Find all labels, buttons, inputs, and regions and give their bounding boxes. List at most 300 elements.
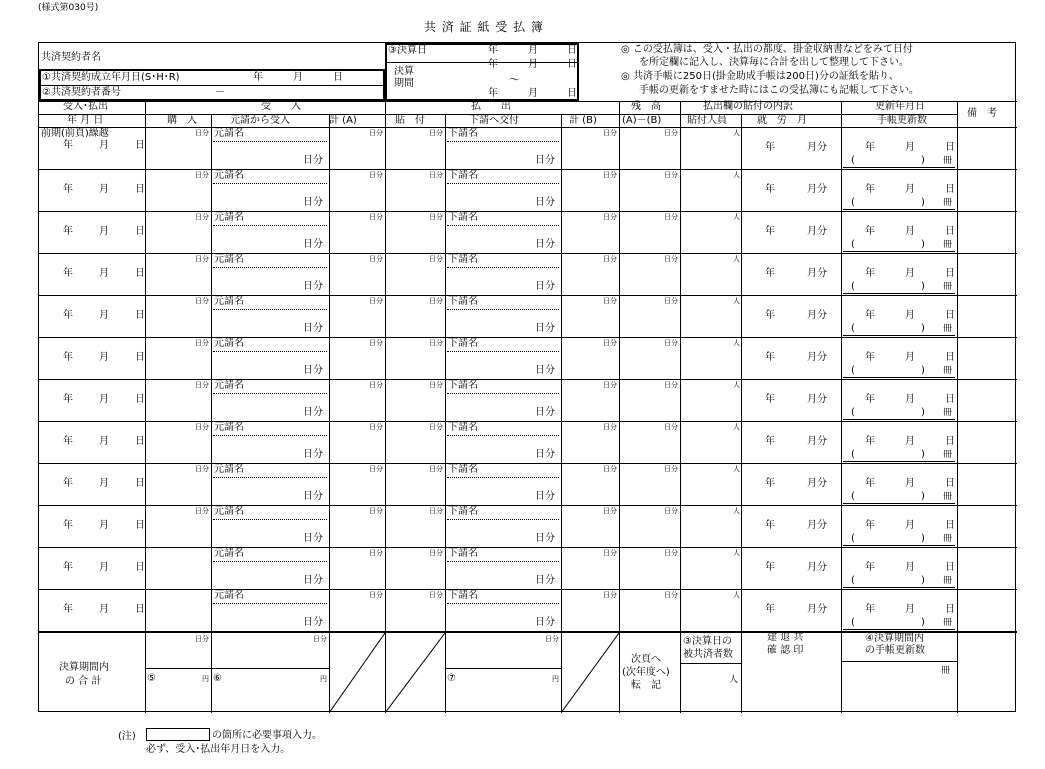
renewal-year[interactable]: 年 bbox=[865, 268, 875, 279]
work-year[interactable]: 年 bbox=[765, 478, 775, 489]
renewal-day[interactable]: 日 bbox=[945, 562, 955, 573]
period-total-label: 決算期間内 bbox=[59, 662, 109, 673]
paren-close: ) bbox=[921, 197, 925, 208]
paren-close: ) bbox=[921, 365, 925, 376]
sub-name-label[interactable]: 下請名 bbox=[448, 170, 478, 181]
carry-over-label: 前期(前頁)繰越 bbox=[41, 128, 109, 139]
col-total-a: 計 (A) bbox=[329, 115, 357, 126]
affix-people-unit[interactable]: 人 bbox=[733, 423, 740, 431]
row-day[interactable]: 日 bbox=[135, 604, 145, 615]
to-sub-unit[interactable]: 日分 bbox=[535, 239, 555, 250]
col-payout: 払 出 bbox=[471, 101, 511, 112]
purchase-unit[interactable]: 日分 bbox=[195, 171, 209, 179]
renewal-month[interactable]: 月 bbox=[905, 520, 915, 531]
total-b-unit: 日分 bbox=[603, 339, 617, 347]
from-prime-unit[interactable]: 日分 bbox=[303, 281, 323, 292]
renewal-year[interactable]: 年 bbox=[865, 562, 875, 573]
next-year-label: (次年度へ) bbox=[622, 667, 670, 678]
from-prime-unit[interactable]: 日分 bbox=[303, 491, 323, 502]
purchase-unit[interactable]: 日分 bbox=[195, 381, 209, 389]
work-month[interactable]: 月分 bbox=[807, 142, 827, 153]
balance-unit: 日分 bbox=[664, 297, 678, 305]
paren-close: ) bbox=[921, 617, 925, 628]
from-prime-unit[interactable]: 日分 bbox=[303, 533, 323, 544]
affix-people-unit[interactable]: 人 bbox=[733, 339, 740, 347]
affix-people-unit[interactable]: 人 bbox=[733, 507, 740, 515]
period-start-month[interactable]: 月 bbox=[528, 59, 538, 70]
col-work-month: 就 労 月 bbox=[757, 115, 807, 126]
row-month[interactable]: 月 bbox=[99, 268, 109, 279]
renewal-day[interactable]: 日 bbox=[945, 352, 955, 363]
row-month[interactable]: 月 bbox=[99, 478, 109, 489]
mark-6: ⑥ bbox=[213, 673, 222, 684]
paren-close: ) bbox=[921, 449, 925, 460]
row-year[interactable]: 年 bbox=[63, 520, 73, 531]
work-year[interactable]: 年 bbox=[765, 184, 775, 195]
prime-name-label[interactable]: 元請名 bbox=[214, 422, 244, 433]
sub-name-label[interactable]: 下請名 bbox=[448, 380, 478, 391]
work-month[interactable]: 月分 bbox=[807, 394, 827, 405]
total-a-unit: 日分 bbox=[369, 381, 383, 389]
established-day[interactable]: 日 bbox=[333, 72, 343, 83]
total-a-unit: 日分 bbox=[369, 591, 383, 599]
paren-close: ) bbox=[921, 533, 925, 544]
balance-unit: 日分 bbox=[664, 129, 678, 137]
work-month[interactable]: 月分 bbox=[807, 520, 827, 531]
form-number: (様式第030号) bbox=[38, 3, 99, 13]
work-month[interactable]: 月分 bbox=[807, 184, 827, 195]
renewal-day[interactable]: 日 bbox=[945, 142, 955, 153]
paren-open: ( bbox=[851, 365, 855, 376]
settlement-month[interactable]: 月 bbox=[528, 45, 538, 56]
renewal-day[interactable]: 日 bbox=[945, 184, 955, 195]
row-month[interactable]: 月 bbox=[99, 562, 109, 573]
from-prime-unit[interactable]: 日分 bbox=[303, 617, 323, 628]
renewal-total-label: ④決算期間内 bbox=[865, 633, 924, 644]
col-balance-formula: (A)－(B) bbox=[622, 115, 662, 126]
affix-unit[interactable]: 日分 bbox=[429, 171, 443, 179]
renewal-book-unit[interactable]: 冊 bbox=[943, 534, 953, 544]
period-end-year[interactable]: 年 bbox=[488, 88, 498, 99]
to-sub-unit[interactable]: 日分 bbox=[535, 575, 555, 586]
renewal-book-unit[interactable]: 冊 bbox=[943, 282, 953, 292]
affix-unit[interactable]: 日分 bbox=[429, 549, 443, 557]
row-month[interactable]: 月 bbox=[99, 352, 109, 363]
purchase-unit[interactable]: 日分 bbox=[195, 297, 209, 305]
purchase-unit[interactable]: 日分 bbox=[195, 423, 209, 431]
paren-open: ( bbox=[851, 155, 855, 166]
period-start-day[interactable]: 日 bbox=[567, 59, 577, 70]
balance-unit: 日分 bbox=[664, 171, 678, 179]
total-a-unit: 日分 bbox=[369, 297, 383, 305]
col-date: 年 月 日 bbox=[67, 115, 104, 126]
renewal-book-unit[interactable]: 冊 bbox=[943, 618, 953, 628]
renewal-month[interactable]: 月 bbox=[905, 184, 915, 195]
period-start-year[interactable]: 年 bbox=[488, 59, 498, 70]
affix-unit[interactable]: 日分 bbox=[429, 255, 443, 263]
row-year[interactable]: 年 bbox=[63, 184, 73, 195]
settlement-period-label: 決算 bbox=[394, 66, 414, 77]
affix-people-unit[interactable]: 人 bbox=[733, 591, 740, 599]
total-b-unit: 日分 bbox=[603, 171, 617, 179]
note-line-2: を所定欄に記入し、決算毎に合計を出して整理して下さい。 bbox=[639, 57, 909, 68]
page-title: 共 済 証 紙 受 払 簿 bbox=[424, 20, 544, 34]
prime-name-label[interactable]: 元請名 bbox=[214, 548, 244, 559]
renewal-book-unit[interactable]: 冊 bbox=[943, 324, 953, 334]
row-year[interactable]: 年 bbox=[63, 562, 73, 573]
to-sub-unit[interactable]: 日分 bbox=[535, 365, 555, 376]
affix-unit[interactable]: 日分 bbox=[429, 297, 443, 305]
row-day[interactable]: 日 bbox=[135, 478, 145, 489]
renewal-book-unit[interactable]: 冊 bbox=[943, 450, 953, 460]
insured-count-label: ③決算日の bbox=[683, 636, 732, 647]
renewal-book-unit[interactable]: 冊 bbox=[943, 156, 953, 166]
affix-people-unit[interactable]: 人 bbox=[733, 129, 740, 137]
row-year[interactable]: 年 bbox=[63, 310, 73, 321]
insured-count-unit[interactable]: 人 bbox=[729, 675, 739, 685]
paren-close: ) bbox=[921, 407, 925, 418]
work-year[interactable]: 年 bbox=[765, 352, 775, 363]
settlement-year[interactable]: 年 bbox=[488, 45, 498, 56]
row-year[interactable]: 年 bbox=[63, 226, 73, 237]
work-year[interactable]: 年 bbox=[765, 142, 775, 153]
mark-5: ⑤ bbox=[147, 673, 156, 684]
renewal-book-unit[interactable]: 冊 bbox=[943, 576, 953, 586]
row-month[interactable]: 月 bbox=[99, 436, 109, 447]
row-day[interactable]: 日 bbox=[135, 184, 145, 195]
paren-open: ( bbox=[851, 323, 855, 334]
sub-name-label[interactable]: 下請名 bbox=[448, 212, 478, 223]
total-b-unit: 日分 bbox=[603, 549, 617, 557]
row-day[interactable]: 日 bbox=[135, 226, 145, 237]
affix-people-unit[interactable]: 人 bbox=[733, 255, 740, 263]
work-year[interactable]: 年 bbox=[765, 310, 775, 321]
purchase-unit[interactable]: 日分 bbox=[195, 339, 209, 347]
col-purchase: 購 入 bbox=[167, 115, 197, 126]
purchase-unit[interactable]: 日分 bbox=[195, 507, 209, 515]
to-sub-unit[interactable]: 日分 bbox=[535, 281, 555, 292]
row-year[interactable]: 年 bbox=[63, 604, 73, 615]
total-b-unit: 日分 bbox=[603, 255, 617, 263]
work-year[interactable]: 年 bbox=[765, 226, 775, 237]
row-month[interactable]: 月 bbox=[99, 520, 109, 531]
work-month[interactable]: 月分 bbox=[807, 436, 827, 447]
row-year[interactable]: 年 bbox=[63, 268, 73, 279]
row-year[interactable]: 年 bbox=[63, 478, 73, 489]
renewal-day[interactable]: 日 bbox=[945, 226, 955, 237]
affix-unit[interactable]: 日分 bbox=[429, 339, 443, 347]
paren-close: ) bbox=[921, 323, 925, 334]
total-a-unit: 日分 bbox=[369, 171, 383, 179]
paren-open: ( bbox=[851, 281, 855, 292]
note-label: (注) bbox=[118, 731, 136, 742]
renewal-year[interactable]: 年 bbox=[865, 478, 875, 489]
yen-6[interactable]: 円 bbox=[320, 675, 327, 683]
next-page-label: 次頁へ bbox=[631, 654, 661, 665]
diag-total-b bbox=[561, 633, 619, 713]
yen-5[interactable]: 円 bbox=[202, 675, 209, 683]
renewal-month[interactable]: 月 bbox=[905, 436, 915, 447]
note-line-3: ◎ 共済手帳に250日(掛金助成手帳は200日)分の証紙を貼り、 bbox=[621, 71, 899, 82]
renewal-day[interactable]: 日 bbox=[945, 394, 955, 405]
work-year[interactable]: 年 bbox=[765, 604, 775, 615]
established-month[interactable]: 月 bbox=[293, 72, 303, 83]
renewal-book-unit[interactable]: 冊 bbox=[943, 492, 953, 502]
paren-open: ( bbox=[851, 407, 855, 418]
affix-people-unit[interactable]: 人 bbox=[733, 381, 740, 389]
affix-unit[interactable]: 日分 bbox=[429, 507, 443, 515]
work-year[interactable]: 年 bbox=[765, 562, 775, 573]
purchase-unit[interactable]: 日分 bbox=[195, 129, 209, 137]
col-receipt: 受 入 bbox=[261, 101, 301, 112]
renewal-year[interactable]: 年 bbox=[865, 310, 875, 321]
prime-name-label[interactable]: 元請名 bbox=[214, 506, 244, 517]
sub-name-label[interactable]: 下請名 bbox=[448, 548, 478, 559]
renewal-book-unit[interactable]: 冊 bbox=[943, 198, 953, 208]
affix-people-unit[interactable]: 人 bbox=[733, 297, 740, 305]
work-month[interactable]: 月分 bbox=[807, 226, 827, 237]
from-prime-unit[interactable]: 日分 bbox=[303, 407, 323, 418]
total-b-unit: 日分 bbox=[603, 591, 617, 599]
prime-name-label[interactable]: 元請名 bbox=[214, 590, 244, 601]
work-month[interactable]: 月分 bbox=[807, 268, 827, 279]
balance-unit: 日分 bbox=[664, 507, 678, 515]
renewal-year[interactable]: 年 bbox=[865, 604, 875, 615]
paren-open: ( bbox=[851, 575, 855, 586]
renewal-day[interactable]: 日 bbox=[945, 604, 955, 615]
row-month[interactable]: 月 bbox=[99, 140, 109, 151]
ledger-form bbox=[38, 42, 1016, 712]
row-day[interactable]: 日 bbox=[135, 394, 145, 405]
renewal-month[interactable]: 月 bbox=[905, 268, 915, 279]
work-month[interactable]: 月分 bbox=[807, 562, 827, 573]
confirm-label-2: 確 認 印 bbox=[767, 645, 804, 656]
total-a-unit: 日分 bbox=[369, 255, 383, 263]
settlement-date-label: ③決算日 bbox=[388, 45, 427, 56]
prime-name-label[interactable]: 元請名 bbox=[214, 212, 244, 223]
total-a-unit: 日分 bbox=[369, 549, 383, 557]
affix-unit[interactable]: 日分 bbox=[429, 381, 443, 389]
total-a-unit: 日分 bbox=[369, 339, 383, 347]
affix-unit[interactable]: 日分 bbox=[429, 129, 443, 137]
purchase-unit[interactable]: 日分 bbox=[195, 465, 209, 473]
prime-name-label[interactable]: 元請名 bbox=[214, 128, 244, 139]
affix-people-unit[interactable]: 人 bbox=[733, 549, 740, 557]
renewal-year[interactable]: 年 bbox=[865, 394, 875, 405]
row-day[interactable]: 日 bbox=[135, 436, 145, 447]
prime-name-label[interactable]: 元請名 bbox=[214, 296, 244, 307]
col-to-sub: 下請へ交付 bbox=[469, 115, 519, 126]
sub-name-label[interactable]: 下請名 bbox=[448, 128, 478, 139]
from-prime-unit[interactable]: 日分 bbox=[303, 239, 323, 250]
row-day[interactable]: 日 bbox=[135, 520, 145, 531]
renewal-year[interactable]: 年 bbox=[865, 142, 875, 153]
balance-unit: 日分 bbox=[664, 591, 678, 599]
total-b-unit: 日分 bbox=[603, 423, 617, 431]
renewal-book-unit[interactable]: 冊 bbox=[943, 366, 953, 376]
col-renewal-date: 更新年月日 bbox=[875, 101, 925, 112]
renewal-book-unit[interactable]: 冊 bbox=[943, 408, 953, 418]
renewal-month[interactable]: 月 bbox=[905, 352, 915, 363]
renewal-day[interactable]: 日 bbox=[945, 520, 955, 531]
from-prime-unit[interactable]: 日分 bbox=[303, 575, 323, 586]
paren-open: ( bbox=[851, 239, 855, 250]
renewal-month[interactable]: 月 bbox=[905, 562, 915, 573]
work-month[interactable]: 月分 bbox=[807, 478, 827, 489]
row-day[interactable]: 日 bbox=[135, 310, 145, 321]
work-year[interactable]: 年 bbox=[765, 436, 775, 447]
work-month[interactable]: 月分 bbox=[807, 604, 827, 615]
row-month[interactable]: 月 bbox=[99, 394, 109, 405]
to-sub-unit[interactable]: 日分 bbox=[535, 533, 555, 544]
renewal-day[interactable]: 日 bbox=[945, 478, 955, 489]
row-day[interactable]: 日 bbox=[135, 268, 145, 279]
row-year[interactable]: 年 bbox=[63, 352, 73, 363]
affix-people-unit[interactable]: 人 bbox=[733, 213, 740, 221]
work-month[interactable]: 月分 bbox=[807, 310, 827, 321]
renewal-month[interactable]: 月 bbox=[905, 226, 915, 237]
work-year[interactable]: 年 bbox=[765, 268, 775, 279]
balance-unit: 日分 bbox=[664, 255, 678, 263]
settlement-day[interactable]: 日 bbox=[567, 45, 577, 56]
sub-name-label[interactable]: 下請名 bbox=[448, 506, 478, 517]
col-receipt-payout: 受入･払出 bbox=[63, 101, 108, 112]
from-prime-unit[interactable]: 日分 bbox=[303, 365, 323, 376]
balance-unit: 日分 bbox=[664, 213, 678, 221]
to-sub-unit[interactable]: 日分 bbox=[535, 407, 555, 418]
renewal-year[interactable]: 年 bbox=[865, 226, 875, 237]
total-b-unit: 日分 bbox=[603, 381, 617, 389]
prime-name-label[interactable]: 元請名 bbox=[214, 380, 244, 391]
renewal-total-unit[interactable]: 冊 bbox=[941, 666, 951, 676]
note-line-4: 手帳の更新をすませた時にはこの受払簿にも記帳して下さい。 bbox=[639, 85, 919, 96]
to-sub-unit[interactable]: 日分 bbox=[535, 449, 555, 460]
mark-7: ⑦ bbox=[447, 673, 456, 684]
affix-unit[interactable]: 日分 bbox=[429, 423, 443, 431]
prime-name-label[interactable]: 元請名 bbox=[214, 170, 244, 181]
renewal-day[interactable]: 日 bbox=[945, 310, 955, 321]
from-prime-unit[interactable]: 日分 bbox=[303, 197, 323, 208]
col-renewal-count: 手帳更新数 bbox=[877, 115, 927, 126]
work-year[interactable]: 年 bbox=[765, 520, 775, 531]
prime-name-label[interactable]: 元請名 bbox=[214, 254, 244, 265]
renewal-month[interactable]: 月 bbox=[905, 604, 915, 615]
paren-open: ( bbox=[851, 617, 855, 628]
total-a-unit: 日分 bbox=[369, 129, 383, 137]
from-prime-unit[interactable]: 日分 bbox=[303, 449, 323, 460]
total-prime-unit: 日分 bbox=[313, 635, 327, 643]
confirm-label: 建 退 共 bbox=[767, 632, 804, 643]
sub-name-label[interactable]: 下請名 bbox=[448, 422, 478, 433]
renewal-month[interactable]: 月 bbox=[905, 394, 915, 405]
renewal-day[interactable]: 日 bbox=[945, 436, 955, 447]
sub-name-label[interactable]: 下請名 bbox=[448, 590, 478, 601]
renewal-year[interactable]: 年 bbox=[865, 520, 875, 531]
contractor-number-field[interactable]: － bbox=[215, 87, 225, 98]
renewal-year[interactable]: 年 bbox=[865, 184, 875, 195]
row-year[interactable]: 年 bbox=[63, 394, 73, 405]
established-year[interactable]: 年 bbox=[253, 72, 263, 83]
sub-name-label[interactable]: 下請名 bbox=[448, 464, 478, 475]
renewal-year[interactable]: 年 bbox=[865, 436, 875, 447]
total-b-unit: 日分 bbox=[603, 297, 617, 305]
col-balance: 残 高 bbox=[631, 101, 661, 112]
row-month[interactable]: 月 bbox=[99, 310, 109, 321]
purchase-unit[interactable]: 日分 bbox=[195, 213, 209, 221]
to-sub-unit[interactable]: 日分 bbox=[535, 491, 555, 502]
insured-count-label-2: 被共済者数 bbox=[683, 649, 733, 660]
from-prime-unit[interactable]: 日分 bbox=[303, 323, 323, 334]
row-day[interactable]: 日 bbox=[135, 140, 145, 151]
renewal-month[interactable]: 月 bbox=[905, 142, 915, 153]
affix-people-unit[interactable]: 人 bbox=[733, 171, 740, 179]
affix-unit[interactable]: 日分 bbox=[429, 465, 443, 473]
col-total-b: 計 (B) bbox=[569, 115, 597, 126]
contractor-number-label: ②共済契約者番号 bbox=[42, 87, 121, 98]
work-year[interactable]: 年 bbox=[765, 394, 775, 405]
prime-name-label[interactable]: 元請名 bbox=[214, 464, 244, 475]
to-sub-unit[interactable]: 日分 bbox=[535, 323, 555, 334]
row-day[interactable]: 日 bbox=[135, 562, 145, 573]
paren-open: ( bbox=[851, 491, 855, 502]
paren-close: ) bbox=[921, 239, 925, 250]
to-sub-unit[interactable]: 日分 bbox=[535, 155, 555, 166]
to-sub-unit[interactable]: 日分 bbox=[535, 617, 555, 628]
row-day[interactable]: 日 bbox=[135, 352, 145, 363]
renewal-day[interactable]: 日 bbox=[945, 268, 955, 279]
affix-unit[interactable]: 日分 bbox=[429, 213, 443, 221]
row-month[interactable]: 月 bbox=[99, 226, 109, 237]
total-a-unit: 日分 bbox=[369, 465, 383, 473]
purchase-unit[interactable]: 日分 bbox=[195, 255, 209, 263]
work-month[interactable]: 月分 bbox=[807, 352, 827, 363]
prime-name-label[interactable]: 元請名 bbox=[214, 338, 244, 349]
period-end-day[interactable]: 日 bbox=[567, 88, 577, 99]
balance-unit: 日分 bbox=[664, 423, 678, 431]
row-month[interactable]: 月 bbox=[99, 604, 109, 615]
balance-unit: 日分 bbox=[664, 465, 678, 473]
sub-name-label[interactable]: 下請名 bbox=[448, 254, 478, 265]
period-end-month[interactable]: 月 bbox=[528, 88, 538, 99]
note-text-1: の箇所に必要事項入力。 bbox=[212, 730, 322, 741]
row-year[interactable]: 年 bbox=[63, 436, 73, 447]
renewal-month[interactable]: 月 bbox=[905, 310, 915, 321]
paren-close: ) bbox=[921, 155, 925, 166]
paren-open: ( bbox=[851, 197, 855, 208]
sub-name-label[interactable]: 下請名 bbox=[448, 296, 478, 307]
to-sub-unit[interactable]: 日分 bbox=[535, 197, 555, 208]
row-month[interactable]: 月 bbox=[99, 184, 109, 195]
from-prime-unit[interactable]: 日分 bbox=[303, 155, 323, 166]
renewal-total-label-2: の手帳更新数 bbox=[865, 645, 925, 656]
balance-unit: 日分 bbox=[664, 549, 678, 557]
renewal-month[interactable]: 月 bbox=[905, 478, 915, 489]
row-year[interactable]: 年 bbox=[63, 140, 73, 151]
total-b-unit: 日分 bbox=[603, 213, 617, 221]
renewal-book-unit[interactable]: 冊 bbox=[943, 240, 953, 250]
period-tilde: ～ bbox=[509, 73, 520, 86]
contractor-name-label: 共済契約者名 bbox=[41, 52, 101, 63]
col-from-prime: 元請から受入 bbox=[230, 115, 290, 126]
col-affix: 貼 付 bbox=[395, 115, 425, 126]
yen-7[interactable]: 円 bbox=[552, 675, 559, 683]
paren-close: ) bbox=[921, 491, 925, 502]
col-remarks: 備 考 bbox=[967, 108, 997, 119]
affix-unit[interactable]: 日分 bbox=[429, 591, 443, 599]
sub-name-label[interactable]: 下請名 bbox=[448, 338, 478, 349]
affix-people-unit[interactable]: 人 bbox=[733, 465, 740, 473]
renewal-year[interactable]: 年 bbox=[865, 352, 875, 363]
